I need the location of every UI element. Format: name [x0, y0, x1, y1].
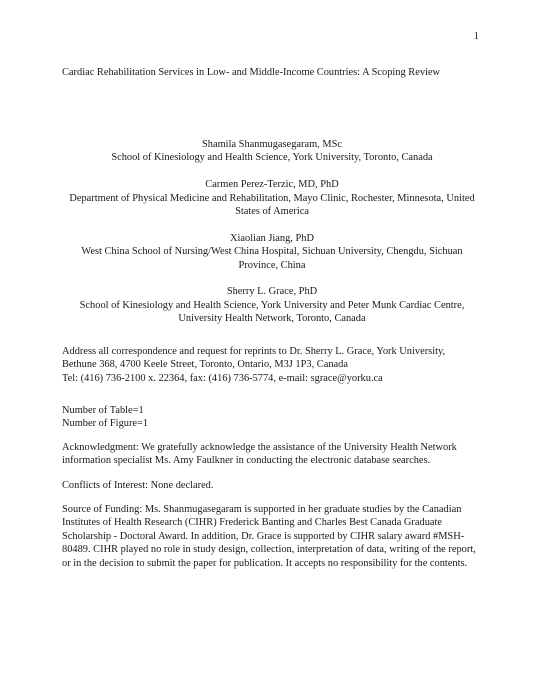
- correspondence-line: Bethune 368, 4700 Keele Street, Toronto, Ontario, M3J 1P3, Canada: [62, 359, 348, 371]
- correspondence-line: Tel: (416) 736-2100 x. 22364, fax: (416) 736-5774, e-mail: sgrace@yorku.ca: [62, 372, 383, 384]
- author-block: [62, 138, 482, 165]
- acknowledgment-text: Acknowledgment: We gratefully acknowledge the assistance of the University Health Network information specialist Ms. Amy Faulkner in conducting the electronic database searches.: [62, 442, 457, 467]
- author-affiliation: Department of Physical Medicine and Rehabilitation, Mayo Clinic, Rochester, Minnesota, United States of America: [69, 192, 475, 218]
- author-name: Xiaolian Jiang, PhD: [230, 232, 314, 244]
- figure-count: Number of Figure=1: [62, 418, 149, 430]
- author-name: Sherry L. Grace, PhD: [226, 286, 318, 298]
- author-affiliation: School of Kinesiology and Health Science, York University and Peter Munk Cardiac Centre, University Health Network, Toronto, Canada: [79, 299, 465, 325]
- conflicts-block: [62, 479, 482, 492]
- correspondence-line: Address all correspondence and request for reprints to Dr. Sherry L. Grace, York University,: [62, 346, 446, 357]
- author-block: [62, 285, 482, 325]
- conflicts-text: Conflicts of Interest: None declared.: [62, 480, 214, 491]
- author-affiliation: West China School of Nursing/West China Hospital, Sichuan University, Chengdu, Sichuan Province, China: [81, 246, 463, 271]
- author-block: [62, 178, 482, 218]
- paper-title: Cardiac Rehabilitation Services in Low- and Middle-Income Countries: A Scoping Review: [62, 67, 441, 78]
- author-name: Shamila Shanmugasegaram, MSc: [202, 139, 342, 150]
- funding-block: [62, 503, 482, 570]
- table-count: Number of Table=1: [62, 405, 144, 416]
- author-name: Carmen Perez-Terzic, MD, PhD: [205, 179, 339, 191]
- correspondence-block: [62, 345, 482, 385]
- acknowledgment-block: [62, 441, 482, 468]
- funding-text: Source of Funding: Ms. Shanmugasegaram is supported in her graduate studies by the Canadian Institutes of Health Research (CIHR) Frederick Banting and Charles Best Canada Graduate Scholarship - Doctoral Award. In addition, Dr. Grace is supported by CIHR salary award #MSH-80489. CIHR played no role in study design, collection, interpretation of data, writing of the report, or in the decision to submit the paper for publication. It accepts no responsibility for the contents.: [62, 504, 476, 569]
- counts-block: [62, 404, 482, 431]
- author-block: [62, 232, 482, 272]
- author-affiliation: School of Kinesiology and Health Science, York University, Toronto, Canada: [111, 152, 433, 164]
- author-list: [62, 138, 482, 339]
- page-number: 1: [473, 31, 479, 42]
